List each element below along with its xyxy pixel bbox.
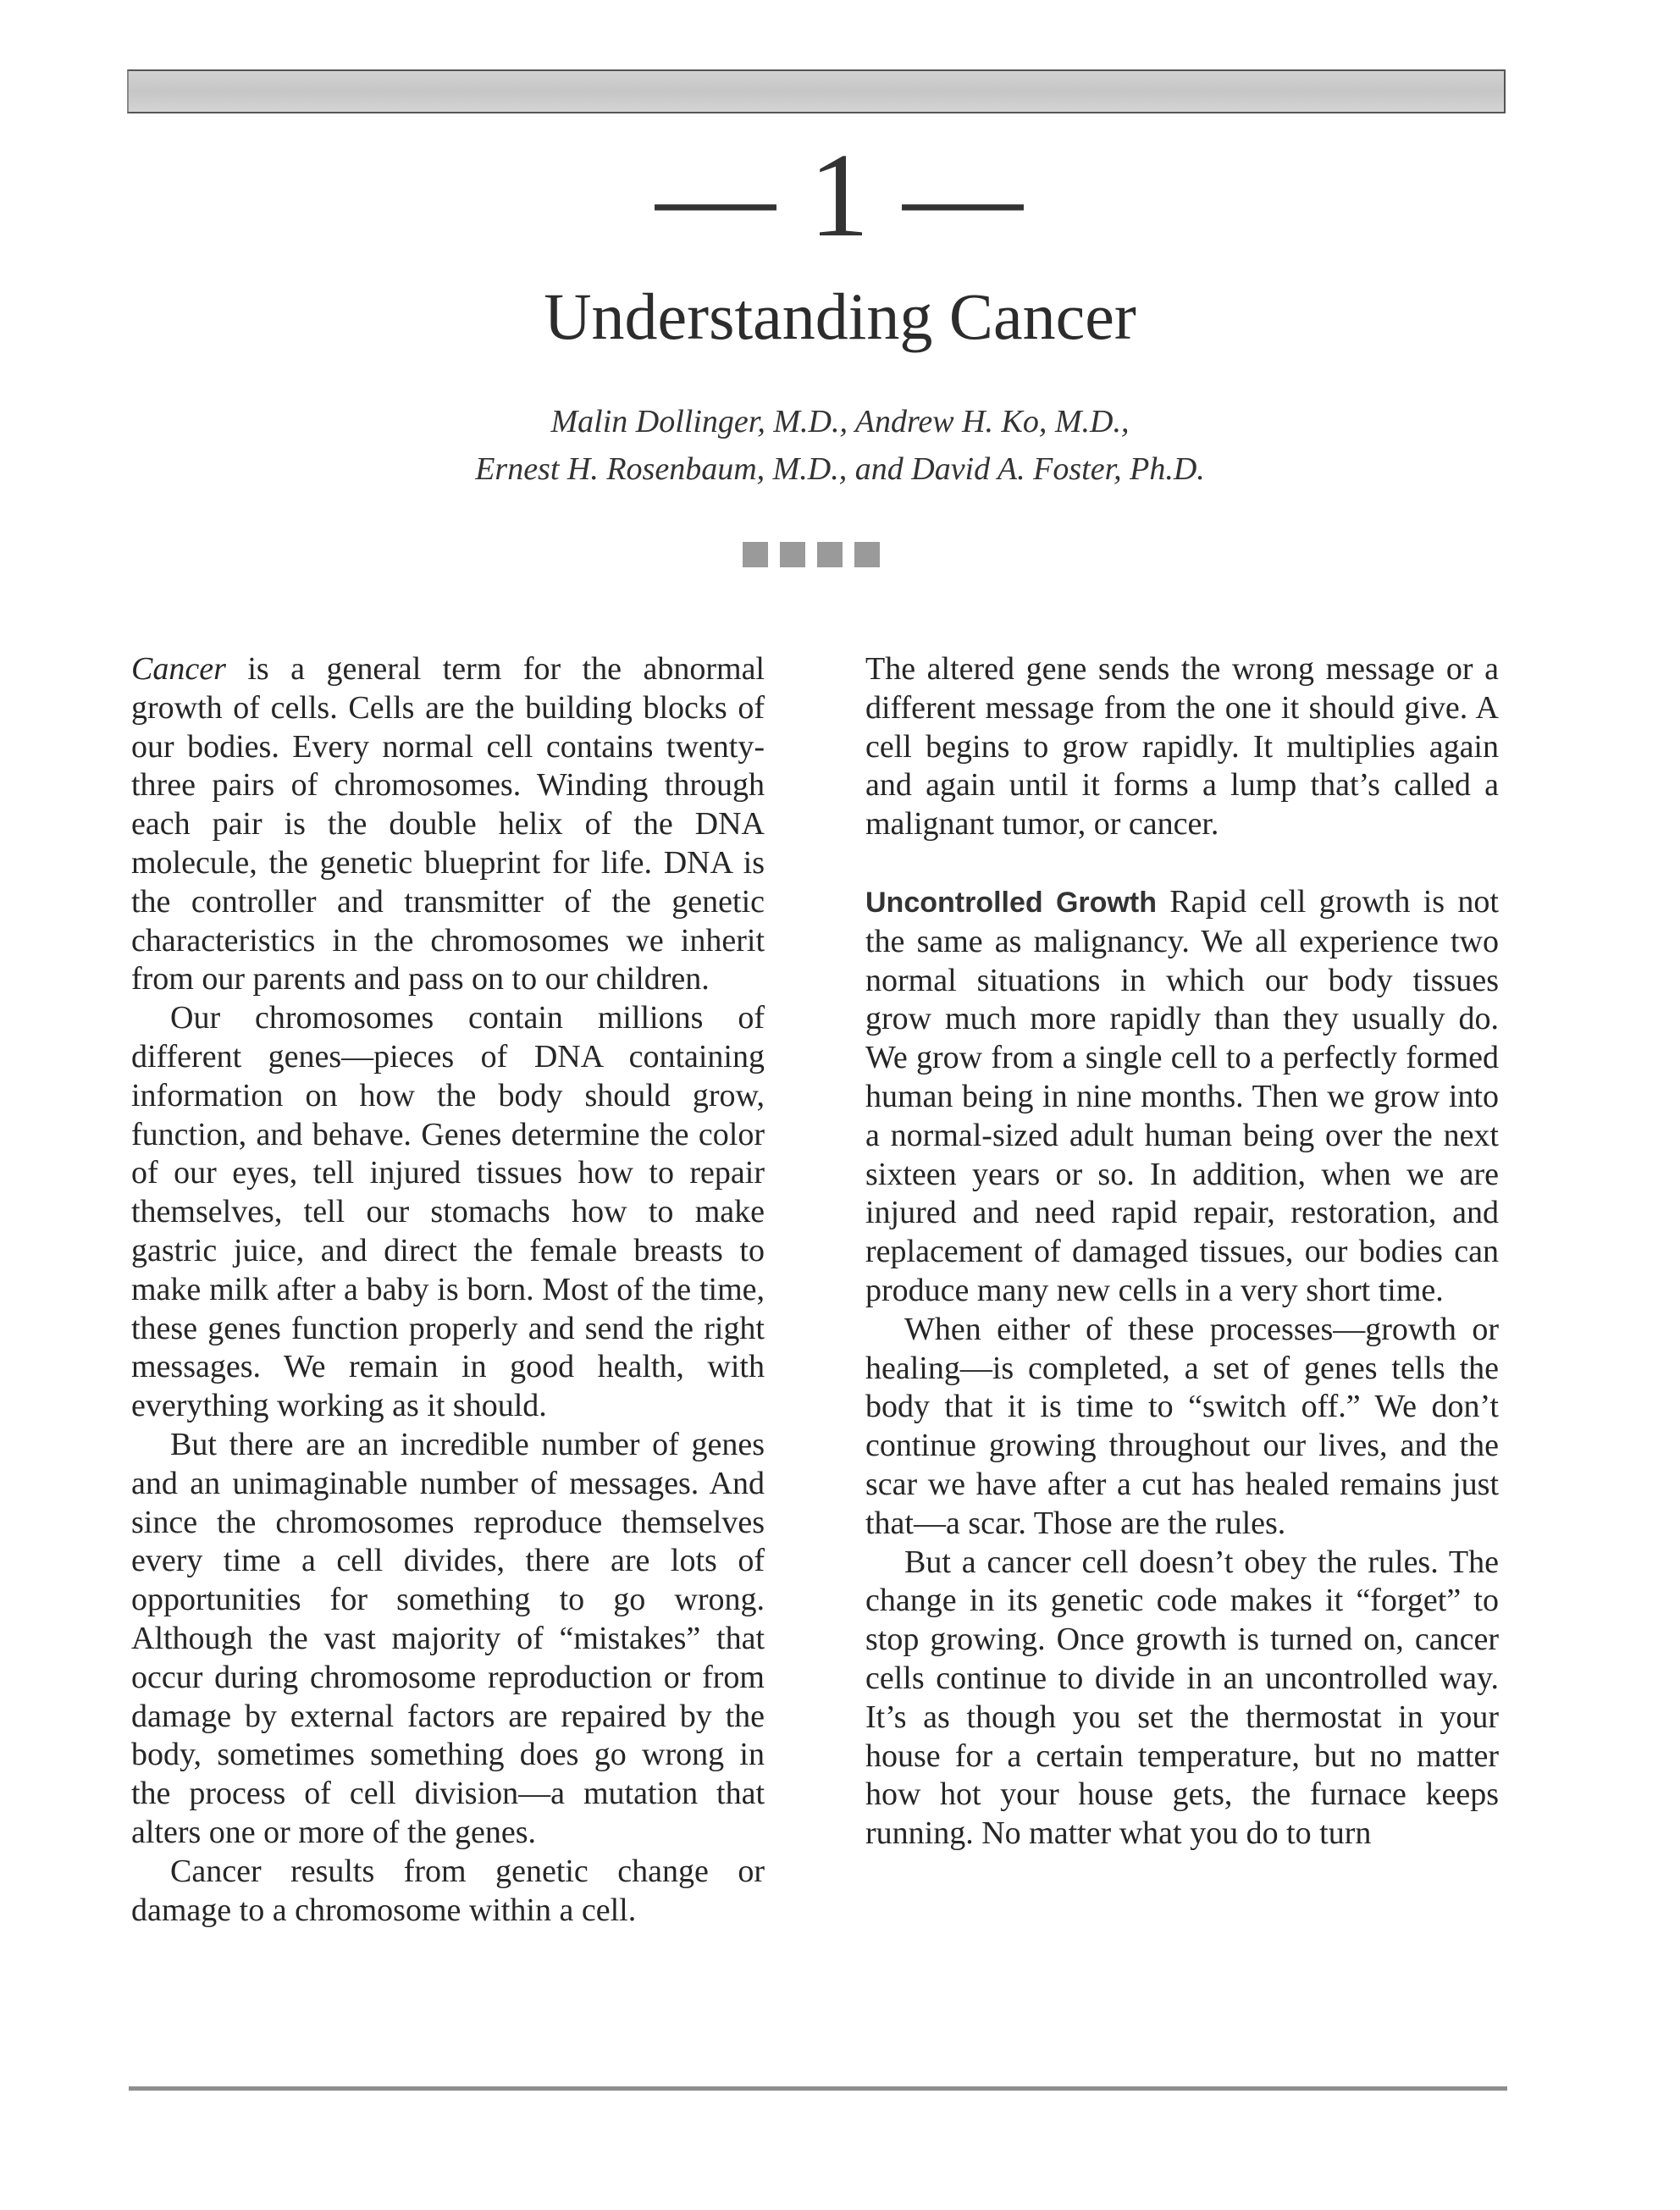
paragraph-text: Rapid cell growth is not the same as malignancy. We all experience two normal situations in which our body tissues grow much more rapidly than they usually do. We grow from a single cell to a perfectly formed human being in nine months. Then we grow into a normal-sized adult human being over the next sixteen years or so. In addition, when we are injured and need rapid repair, restoration, and replacement of damaged tissues, our bodies can produce many new cells in a very short time. bbox=[865, 883, 1499, 1308]
right-column bbox=[865, 650, 1499, 1854]
ornament-square bbox=[743, 542, 768, 567]
ornament-square bbox=[854, 542, 880, 567]
paragraph: Our chromosomes contain millions of different genes—pieces of DNA containing information on how the body should grow, function, and behave. Genes determine the color of our eyes, tell injured tissues how to repair themselves, tell our stomachs how to make gastric juice, and direct the female breasts to make milk after a baby is born. Most of the time, these genes function properly and send the right messages. We remain in good health, with everything working as it should. bbox=[131, 1000, 765, 1424]
section-ornament bbox=[727, 542, 896, 567]
paragraph: When either of these processes—growth or healing—is completed, a set of genes tells the body that it is time to “switch off.” We don’t continue growing throughout our lives, and the scar we have after a cut has healed remains just that—a scar. Those are the rules. bbox=[865, 1311, 1499, 1541]
header-band bbox=[127, 69, 1506, 113]
paragraph-text: is a general term for the abnormal growth of cells. Cells are the building blocks of our bodies. Every normal cell contains twenty-three pairs of chromosomes. Winding through each pair is the double helix of the DNA molecule, the genetic blueprint for life. DNA is the controller and transmitter of the genetic characteristics in the chromosomes we inherit from our parents and pass on to our children. bbox=[131, 651, 765, 997]
ornament-square bbox=[780, 542, 805, 567]
footer-rule bbox=[129, 2086, 1507, 2091]
authors-line-1: Malin Dollinger, M.D., Andrew H. Ko, M.D., bbox=[550, 404, 1130, 439]
paragraph bbox=[865, 883, 1499, 1311]
paragraph: The altered gene sends the wrong message or a different message from the one it should give. A cell begins to grow rapidly. It multiplies again and again until it forms a lump that’s called a malignant tumor, or cancer. bbox=[865, 651, 1499, 843]
defined-term: Cancer bbox=[131, 651, 226, 687]
chapter-title: Understanding Cancer bbox=[544, 279, 1136, 353]
paragraph: Cancer results from genetic change or damage to a chromosome within a cell. bbox=[131, 1853, 765, 1928]
paragraph bbox=[131, 650, 765, 999]
chapter-number: — 1 — bbox=[655, 128, 1025, 262]
section-heading: Uncontrolled Growth bbox=[865, 886, 1157, 919]
authors-line-2: Ernest H. Rosenbaum, M.D., and David A. Foster, Ph.D. bbox=[475, 451, 1205, 487]
paragraph: But there are an incredible number of genes and an unimaginable number of messages. And since the chromosomes reproduce themselves every time a cell divides, there are lots of opportunities for something to go wrong. Although the vast majority of “mistakes” that occur during chromosome reproduction or from damage by external factors are repaired by the body, sometimes something does go wrong in the process of cell division—a mutation that alters one or more of the genes. bbox=[131, 1426, 765, 1850]
paragraph: But a cancer cell doesn’t obey the rules. The change in its genetic code makes it “forget” to stop growing. Once growth is turned on, cancer cells continue to divide in an uncontrolled way. It’s as though you set the thermostat in your house for a certain temperature, but no matter how hot your house gets, the furnace keeps running. No matter what you do to turn bbox=[865, 1544, 1499, 1852]
ornament-square bbox=[817, 542, 843, 567]
left-column bbox=[131, 650, 765, 1930]
author-list bbox=[0, 398, 1680, 493]
